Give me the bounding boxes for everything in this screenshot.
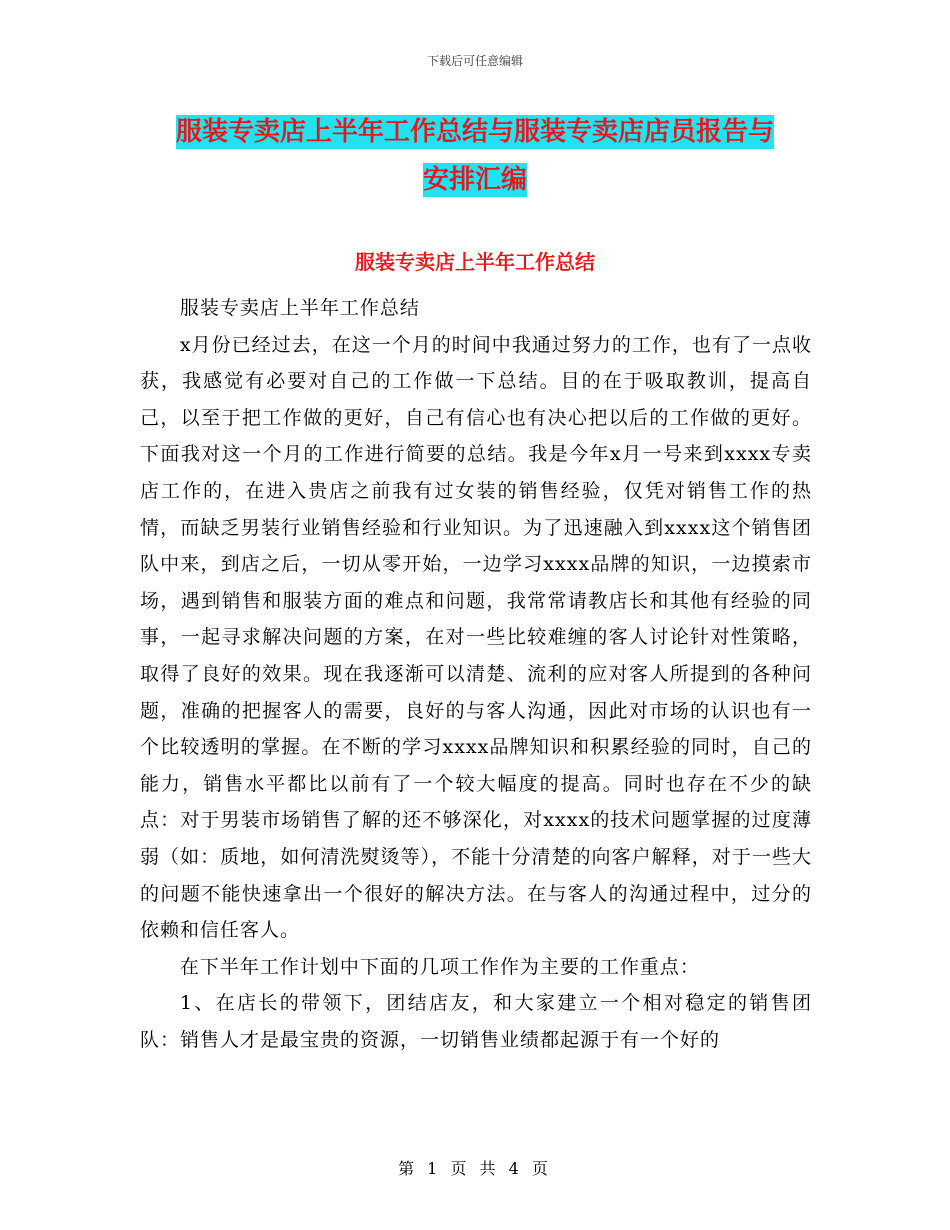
body-text [140,290,812,1058]
paragraph: x月份已经过去，在这一个月的时间中我通过努力的工作，也有了一点收获，我感觉有必要对自己的工作做一下总结。目的在于吸取教训，提高自己，以至于把工作做的更好，自己有信心也有决心把以后的工作做的更好。下面我对这一个月的工作进行简要的总结。我是今年x月一号来到xxxx专卖店工作的，在进入贵店之前我有过女装的销售经验，仅凭对销售工作的热情，而缺乏男装行业销售经验和行业知识。为了迅速融入到xxxx这个销售团队中来，到店之后，一切从零开始，一边学习xxxx品牌的知识，一边摸索市场，遇到销售和服装方面的难点和问题，我常常请教店长和其他有经验的同事，一起寻求解决问题的方案，在对一些比较难缠的客人讨论针对性策略，取得了良好的效果。现在我逐渐可以清楚、流利的应对客人所提到的各种问题，准确的把握客人的需要，良好的与客人沟通，因此对市场的认识也有一个比较透明的掌握。在不断的学习xxxx品牌知识和积累经验的同时，自己的能力，销售水平都比以前有了一个较大幅度的提高。同时也存在不少的缺点：对于男装市场销售了解的还不够深化，对xxxx的技术问题掌握的过度薄弱（如：质地，如何清洗熨烫等），不能十分清楚的向客户解释，对于一些大的问题不能快速拿出一个很好的解决方法。在与客人的沟通过程中，过分的依赖和信任客人。 [140,333,812,942]
paragraph: 服装专卖店上半年工作总结 [179,297,420,319]
paragraph: 1、在店长的带领下，团结店友，和大家建立一个相对稳定的销售团队：销售人才是最宝贵的资源，一切销售业绩都起源于有一个好的 [140,992,812,1051]
title-line-1: 服装专卖店上半年工作总结与服装专卖店店员报告与 [175,117,774,147]
section-title: 服装专卖店上半年工作总结 [355,250,595,274]
document-title [140,108,810,204]
paragraph: 在下半年工作计划中下面的几项工作作为主要的工作重点： [179,955,700,978]
title-line-2: 安排汇编 [422,165,527,195]
header-note: 下载后可任意编辑 [426,54,523,68]
page-footer: 第 1 页 共 4 页 [398,1159,552,1178]
